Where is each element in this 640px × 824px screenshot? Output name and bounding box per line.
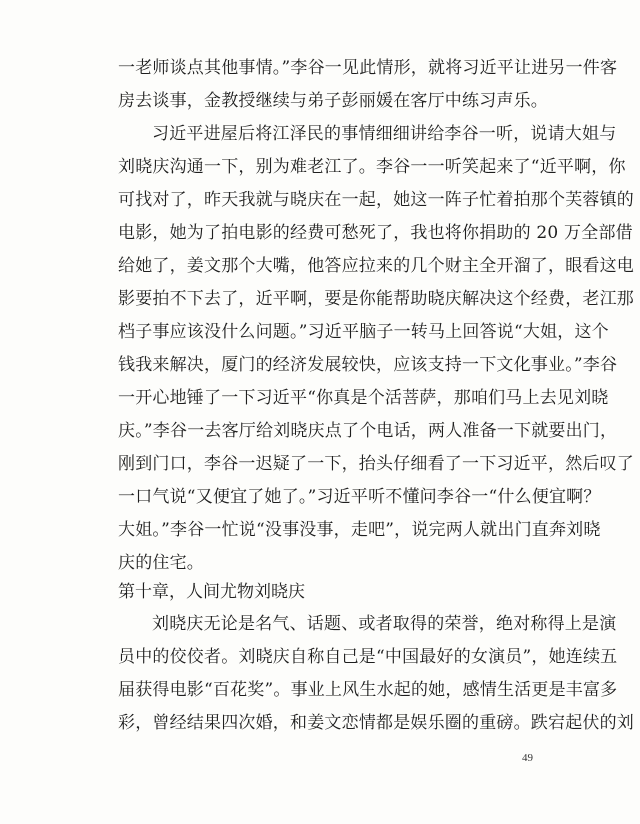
paragraph-chapter-ten (118, 608, 634, 740)
text-line: 钱我来解决，厦门的经济发展较快，应该支持一下文化事业。”李谷 (118, 355, 618, 375)
text-line: 届获得电影“百花奖”。事业上风生水起的她，感情生活更是丰富多 (118, 680, 618, 700)
page-number: 49 (522, 752, 533, 764)
text-line: 习近平进屋后将江泽民的事情细细讲给李谷一听，说请大姐与 (152, 124, 617, 144)
text-line: 电影，她为了拍电影的经费可愁死了，我也将你捐助的 20 万全部借 (118, 223, 633, 243)
text-line: 刚到门口，李谷一迟疑了一下，抬头仔细看了一下习近平，然后叹了 (118, 454, 634, 474)
text-line: 庆的住宅。 (118, 553, 204, 573)
text-line: 大姐。”李谷一忙说“没事没事，走吧”，说完两人就出门直奔刘晓 (118, 520, 601, 540)
text-line: 刘晓庆无论是名气、话题、或者取得的荣誉，绝对称得上是演 (152, 614, 617, 634)
text-line: 一口气说“又便宜了她了。”习近平听不懂问李谷一“什么便宜啊？ (118, 487, 601, 507)
text-line: 员中的佼佼者。刘晓庆自称自己是“中国最好的女演员”，她连续五 (118, 647, 618, 667)
text-line: 房去谈事，金教授继续与弟子彭丽媛在客厅中练习声乐。 (118, 91, 548, 111)
text-line: 一开心地锤了一下习近平“你真是个活菩萨，那咱们马上去见刘晓 (118, 388, 609, 408)
chapter-title: 第十章，人间尤物刘晓庆 (118, 582, 305, 602)
text-line: 档子事应该没什么问题。”习近平脑子一转马上回答说“大姐，这个 (118, 322, 609, 342)
text-line: 一老师谈点其他事情。”李谷一见此情形，就将习近平让进另一件客 (118, 58, 618, 78)
text-line: 彩，曾经结果四次婚，和姜文恋情都是娱乐圈的重磅。跌宕起伏的刘 (118, 713, 634, 733)
paragraph-main (118, 118, 634, 580)
paragraph-continued (118, 52, 618, 118)
text-line: 影要拍不下去了，近平啊，要是你能帮助晓庆解决这个经费，老江那 (118, 289, 634, 309)
text-line: 庆。”李谷一去客厅给刘晓庆点了个电话，两人准备一下就要出门， (118, 421, 618, 441)
text-line: 可找对了，昨天我就与晓庆在一起，她这一阵子忙着拍那个芙蓉镇的 (118, 190, 634, 210)
text-line: 刘晓庆沟通一下，别为难老江了。李谷一一听笑起来了“近平啊，你 (118, 157, 626, 177)
text-line: 给她了，姜文那个大嘴，他答应拉来的几个财主全开溜了，眼看这电 (118, 256, 634, 276)
